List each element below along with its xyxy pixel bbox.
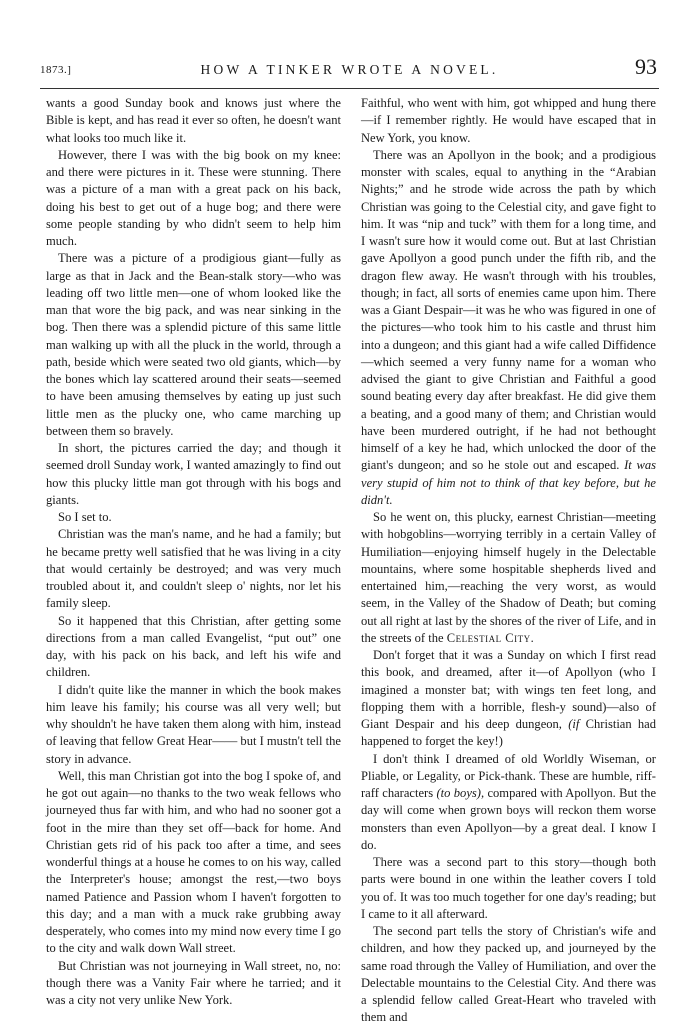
paragraph: There was a second part to this story—though both parts were bound in one within the leather covers I told you of. It was too much together for one day's reading; but I came to it all afterward.	[361, 855, 656, 921]
paragraph: In short, the pictures carried the day; and though it seemed droll Sunday work, I wanted amazingly to find out how this plucky little man got through with his bogs and giants.	[46, 441, 341, 507]
page-number: 93	[635, 54, 657, 79]
running-title: HOW A TINKER WROTE A NOVEL.	[200, 62, 499, 77]
paragraph	[361, 647, 656, 751]
paragraph: But Christian was not journeying in Wall street, no, no: though there was a Vanity Fair where he tarried; and it was a city not very unlike New York.	[46, 958, 341, 1007]
paragraph	[361, 147, 656, 509]
running-date: 1873.]	[40, 64, 72, 76]
small-caps-text: Celestial City.	[446, 630, 535, 645]
paragraph: There was a picture of a prodigious giant—fully as large as that in Jack and the Bean-stalk story—who was leading off two little men—one of whom looked like the man that wore the big pack, and was near sinking in the bog. Then there was a splendid picture of this same little man walking up with all the pluck in the world, through a path, beside which were seated two old giants, which—by the bones which lay scattered around their seats—seemed to have been amusing themselves by eating up just such little men as the plucky one, who came marching up between them so bravely.	[46, 251, 341, 438]
italic-text: It was very stupid of him not to think of that key before, but he didn't.	[361, 458, 657, 507]
right-column	[361, 95, 656, 1027]
paragraph-text: So he went on, this plucky, earnest Christian—meeting with hobgoblins—worrying terribly in a certain Valley of Humiliation—enjoying himself hugely in the Delectable mountains, where some hospitable shepherds lived and entertained him,—reaching the very worst, as would seem, in the Valley of the Shadow of Death; but coming out all right at last by the shores of the river of Life, and in the streets of the	[361, 510, 656, 645]
paragraph: Faithful, who went with him, got whipped and hung there—if I remember rightly. He would have escaped that in New York, you know.	[361, 96, 656, 145]
paragraph-text: compared with Apollyon. But the day will come when grown boys will reckon them worse monsters than even Apollyon—by a great deal. I know I do.	[361, 786, 657, 852]
running-header	[40, 56, 659, 86]
paragraph: The second part tells the story of Christian's wife and children, and how they packed up, and journeyed by the same road through the Valley of Humiliation, and over the Delectable mountains to the Celestial City. And there was a splendid fellow called Great-Heart who traveled with them and	[361, 924, 656, 1025]
paragraph: So I set to.	[58, 510, 112, 524]
paragraph-text: Christian had happened to forget the key!)	[361, 717, 657, 749]
paragraph: Christian was the man's name, and he had a family; but he became pretty well satisfied that he was living in a city that would certainly be destroyed; and was very much troubled about it, and couldn't sleep o' nights, nor let his family sleep.	[46, 527, 341, 611]
paragraph-text: I don't think I dreamed of old Worldly Wiseman, or Pliable, or Legality, or Pick-thank. These are humble, riff-raff characters	[361, 751, 656, 800]
paragraph: I didn't quite like the manner in which the book makes him leave his family; his course was all very well; but why shouldn't he have taken them along with him, instead of leaving that fellow Great Hear—— but I mustn't tell the story in advance.	[46, 682, 341, 766]
left-column	[46, 95, 341, 1027]
paragraph: wants a good Sunday book and knows just where the Bible is kept, and has read it ever so often, he doesn't want what looks too much like it.	[46, 96, 341, 145]
paragraph	[361, 509, 656, 647]
paragraph: Well, this man Christian got into the bog I spoke of, and he got out again—no thanks to the two weak fellows who journeyed thus far with him, and who had no sooner got a foot in the mire than they set off—back for home. And Christian gets rid of his pack too after a time, and sees wonderful things at a house he comes to on his way, called the Interpreter's house; amongst the rest,—two boys named Patience and Passion whom I haven't forgotten to this day; and a man with a muck rake grubbing away desperately, who comes into my mind now every time I go to the city and walk down Wall street.	[46, 768, 341, 956]
paragraph-text: Don't forget that it was a Sunday on which I first read this book, and dreamed, after it—of Apollyon (who I imagined a monster bat; with wings ten feet long, and flopping them with a horrible, flesh-y sound)—also of Giant Despair and his deep dungeon,	[361, 648, 656, 731]
paragraph-text: There was an Apollyon in the book; and a prodigious monster with scales, equal to anything in the “Arabian Nights;” and he strode wide across the path by which Christian was going to the Celestial city, and gave fight to him. It was “nip and tuck” with them for a long time, and I wasn't sure how it would come out. But at last Christian gave Apollyon a good punch under the fifth rib, and the dragon flew away. He wasn't through with his troubles, though; in fact, all sorts of enemies came upon him. There was a Giant Despair—it was he who was figured in one of the pictures—who took him to his castle and thrust him into a dungeon; and this giant had a wife called Diffidence—which seemed a very funny name for a woman who advised the giant to give Christian and Faithful a good sound beating every day after breakfast. He did give them a beating, and a good many of them; and Christian would have been murdered outright, if he had not bethought himself of a key he had, which unlocked the door of the giant's dungeon; and so he stole out and escaped.	[361, 147, 656, 473]
italic-text: (to boys),	[436, 786, 485, 800]
italic-text: (if	[568, 717, 580, 731]
text-columns	[46, 95, 656, 1027]
paragraph	[361, 751, 656, 855]
header-rule	[40, 88, 659, 89]
paragraph: So it happened that this Christian, after getting some directions from a man called Evangelist, “put out” one day, with his pack on his back, and left his wife and children.	[46, 613, 341, 680]
paragraph: However, there I was with the big book on my knee: and there were pictures in it. These were stunning. There was a picture of a man with a great pack on his back, doing his best to get out of a huge bog; and there were some people standing by who didn't seem to help him much.	[46, 147, 341, 248]
